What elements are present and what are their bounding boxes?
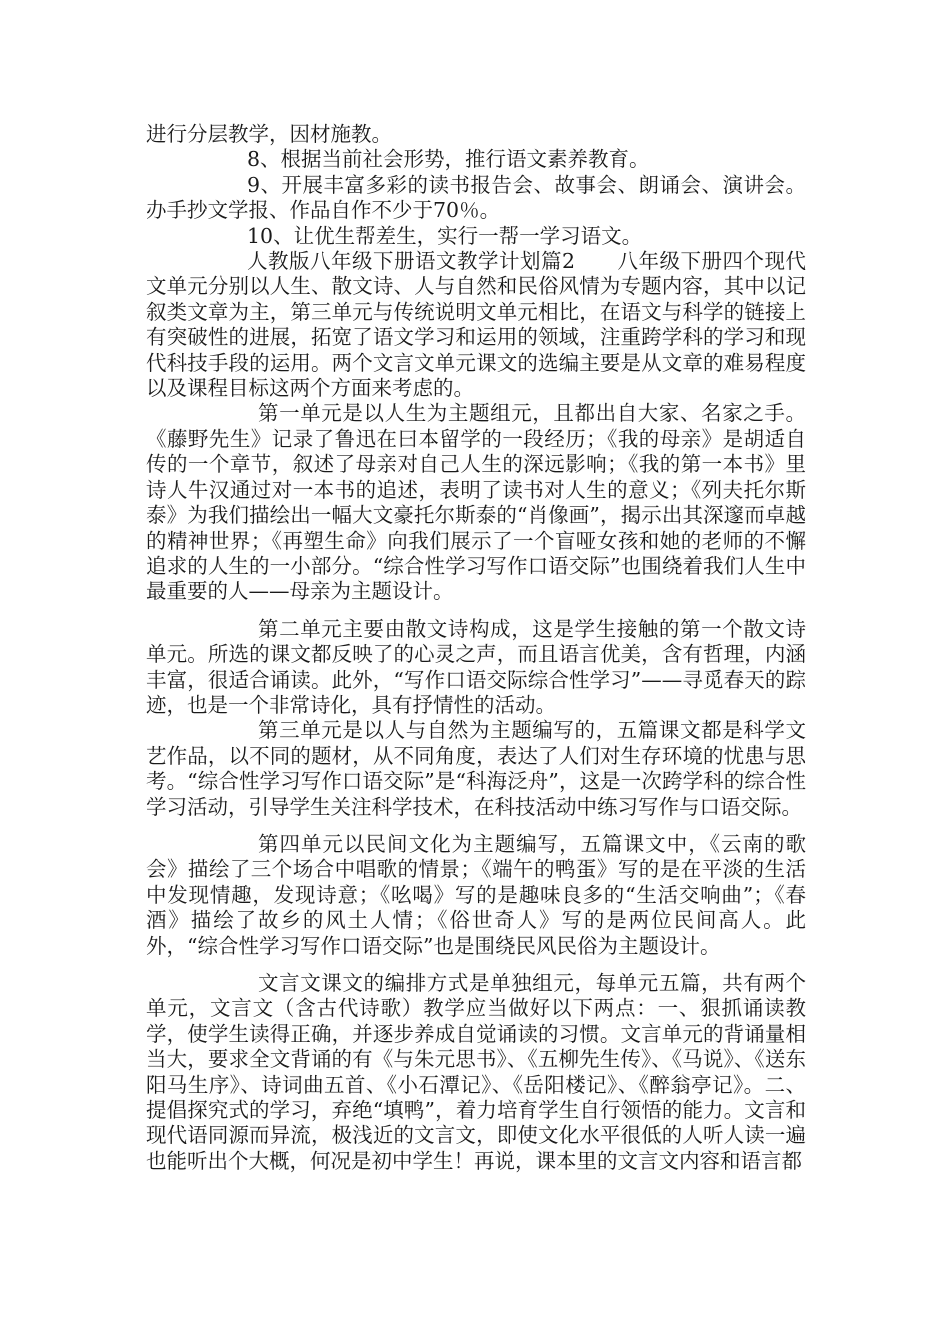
- paragraph-item-8: 8、根据当前社会形势，推行语文素养教育。: [247, 147, 650, 172]
- paragraph-unit-1: 第一单元是以人生为主题组元，且都出自大家、名家之手。《藤野先生》记录了鲁迅在曰本留学的一段经历；《我的母亲》是胡适自传的一个章节，叙述了母亲对自己人生的深远影响；《我的第一本书》里诗人牛汉通过对一本书的追述，表明了读书对人生的意义；《列夫托尔斯泰》为我们描绘出一幅大文豪托尔斯泰的“肖像画”，揭示出其深邃而卓越的精神世界；《再塑生命》向我们展示了一个盲哑女孩和她的老师的不懈追求的人生的一小部分。“综合性学习写作口语交际”也围绕着我们人生中最重要的人——母亲为主题设计。: [146, 401, 806, 604]
- paragraph-continuation: 进行分层教学，因材施教。: [146, 122, 392, 146]
- paragraph-unit-3: 第三单元是以人与自然为主题编写的，五篇课文都是科学文艺作品，以不同的题材，从不同角度，表达了人们对生存环境的忧患与思考。“综合性学习写作口语交际”是“科海泛舟”，这是一次跨学科的综合性学习活动，引导学生关注科学技术，在科技活动中练习写作与口语交际。: [146, 718, 806, 819]
- paragraph-unit-4: 第四单元以民间文化为主题编写，五篇课文中，《云南的歌会》描绘了三个场合中唱歌的情景；《端午的鸭蛋》写的是在平淡的生活中发现情趣，发现诗意；《吆喝》写的是趣味良多的“生活交响曲”；《春酒》描绘了故乡的风土人情；《俗世奇人》写的是两位民间高人。此外，“综合性学习写作口语交际”也是围绕民风民俗为主题设计。: [146, 831, 806, 958]
- paragraph-item-10: 10、让优生帮差生，实行一帮一学习语文。: [247, 223, 643, 248]
- paragraph-item-9: 9、开展丰富多彩的读书报告会、故事会、朗诵会、演讲会。办手抄文学报、作品自作不少于70％。: [146, 172, 806, 223]
- document-body: [146, 122, 806, 1174]
- paragraph-unit-2: 第二单元主要由散文诗构成，这是学生接触的第一个散文诗单元。所选的课文都反映了的心灵之声，而且语言优美，含有哲理，内涵丰富，很适合诵读。此外，“写作口语交际综合性学习”——寻觅春天的踪迹，也是一个非常诗化，具有抒情性的活动。: [146, 616, 806, 717]
- paragraph-classical-units: 文言文课文的编排方式是单独组元，每单元五篇，共有两个单元，文言文（含古代诗歌）教学应当做好以下两点：一、狠抓诵读教学，使学生读得正确，并逐步养成自觉诵读的习惯。文言单元的背诵量相当大，要求全文背诵的有《与朱元思书》、《五柳先生传》、《马说》、《送东阳马生序》、诗词曲五首、《小石潭记》、《岳阳楼记》、《醉翁亭记》。二、提倡探究式的学习，弃绝“填鸭”，着力培育学生自行领悟的能力。文言和现代语同源而异流，极浅近的文言文，即使文化水平很低的人听人读一遍也能听出个大概，何况是初中学生！再说，课本里的文言文内容和语言都: [146, 971, 806, 1173]
- paragraph-plan-intro: 人教版八年级下册语文教学计划篇2 八年级下册四个现代文单元分别以人生、散文诗、人与自然和民俗风情为专题内容，其中以记叙类文章为主，第三单元与传统说明文单元相比，在语文与科学的链接上有突破性的进展，拓宽了语文学习和运用的领域，注重跨学科的学习和现代科技手段的运用。两个文言文单元课文的选编主要是从文章的难易程度以及课程目标这两个方面来考虑的。: [146, 249, 806, 401]
